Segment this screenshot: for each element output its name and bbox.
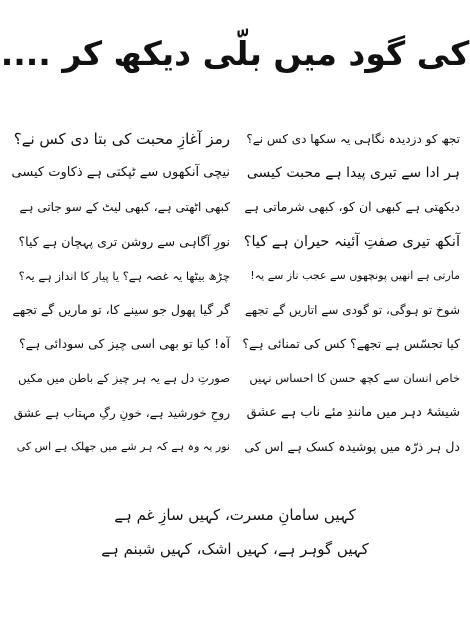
verse-line: نیچی آنکھوں سے ٹپکتی ہے ذکاوت کیسی xyxy=(11,165,230,181)
closing-couplet xyxy=(0,498,470,566)
verse-line: خاص انسان سے کچھ حسن کا احساس نہیں xyxy=(249,371,460,386)
left-verse-column xyxy=(12,122,230,464)
verse-line: روحِ خورشید ہے، خونِ رگِ مہتاب ہے عشق xyxy=(13,405,230,420)
verse-line: شوخ تو ہوگی، تو گودی سے اتاریں گے تجھے xyxy=(244,302,460,317)
verse-line: رمز آغازِ محبت کی بتا دی کس نے؟ xyxy=(13,130,230,148)
verse-line: دیکھتی ہے کبھی ان کو، کبھی شرماتی ہے xyxy=(244,199,460,215)
verse-line: آہ! کیا تو بھی اسی چیز کی سودائی ہے؟ xyxy=(18,336,230,352)
verse-line: چڑھ بیٹھا یہ غصہ ہے؟ یا پیار کا انداز ہے یہ؟ xyxy=(18,268,230,283)
poem-title: کی گود میں بلّی دیکھ کر .... xyxy=(0,34,470,73)
couplet-line: کہیں گوہر ہے، کہیں اشک، کہیں شبنم ہے xyxy=(101,540,369,558)
verse-line: صورتِ دل ہے یہ ہر چیز کے باطن میں مکیں xyxy=(18,371,230,386)
verse-line: نورِ آگاہی سے روشن تری پہچان ہے کیا؟ xyxy=(18,233,230,249)
couplet-line: کہیں سامانِ مسرت، کہیں سازِ غم ہے xyxy=(114,506,356,524)
verse-line: دل ہر ذرّہ میں پوشیدہ کسک ہے اس کی xyxy=(244,438,460,454)
verse-line: ہر ادا سے تیری پیدا ہے محبت کیسی xyxy=(246,165,460,182)
verse-line: آنکھ تیری صفتِ آئینہ حیران ہے کیا؟ xyxy=(243,233,460,250)
right-verse-column xyxy=(242,122,460,464)
verse-line: کبھی اٹھتی ہے، کبھی لیٹ کے سو جاتی ہے xyxy=(19,200,230,215)
verse-line: نور یہ وہ ہے کہ ہر شے میں جھلک ہے اس کی xyxy=(16,439,230,453)
verse-line: مارتی ہے انھیں پونچھوں سے عجب ناز سے یہ! xyxy=(250,268,460,282)
verse-line: تجھ کو دزدیدہ نگاہی یہ سکھا دی کس نے؟ xyxy=(246,132,460,146)
verse-line: شیشۂ دہر میں مانندِ مئے ناب ہے عشق xyxy=(246,404,460,420)
verse-line: گر گیا پھول جو سینے کا، تو ماریں گے تجھے xyxy=(12,301,230,317)
verse-line: کیا تجسّس ہے تجھے؟ کس کی تمنائی ہے؟ xyxy=(242,336,460,352)
